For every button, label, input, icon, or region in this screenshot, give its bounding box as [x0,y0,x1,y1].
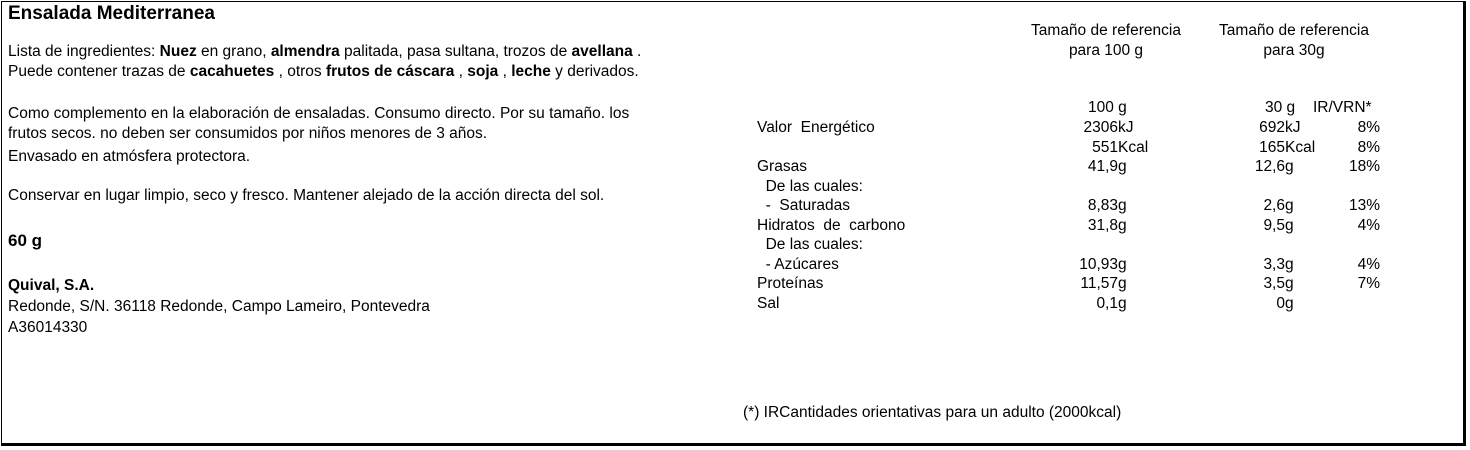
nutrient-label: - Azúcares [757,255,839,273]
storage-text: Conservar en lugar limpio, seco y fresco. Mantener alejado de la acción directa del sol. [8,187,605,204]
column-100g: 100 g [1088,99,1127,116]
allergen-text: avellana [571,43,633,60]
unit-30g: g [1285,158,1294,175]
value-100g: 551 [1092,138,1118,156]
header-30g-line-1: Tamaño de referencia [1219,22,1369,39]
value-100g: 2306 [1083,119,1118,136]
unit-100g: g [1118,294,1127,312]
allergen-text: Nuez [159,43,197,60]
value-100g: 31,8 [1087,216,1118,234]
value-ir: 8% [1357,138,1380,156]
nutrient-label: Valor Energético [757,119,875,136]
header-30g-line-2: para 30g [1263,42,1325,59]
footnote: (*) IRCantidades orientativas para un adulto (2000kcal) [743,404,1122,421]
nutrient-label: Proteínas [757,275,824,292]
value-ir: 18% [1348,158,1380,175]
packaging-text: Envasado en atmósfera protectora. [8,148,251,165]
ingredients-line-1 [8,42,641,62]
value-30g: 9,5 [1263,216,1285,234]
value-30g: 3,3 [1263,255,1285,273]
ingredient-text: . [632,43,642,60]
unit-30g: g [1285,255,1294,273]
unit-30g: g [1285,216,1294,234]
unit-30g: kJ [1285,119,1301,136]
value-ir: 7% [1357,275,1380,292]
unit-100g: g [1118,275,1127,292]
value-30g: 12,6 [1254,158,1285,175]
value-100g: 0,1 [1096,294,1118,312]
value-ir: 4% [1357,216,1380,234]
unit-30g: Kcal [1285,138,1316,156]
ingredient-text: Puede contener trazas de [8,63,190,80]
value-30g: 3,5 [1263,275,1285,292]
nutrient-label: Grasas [757,158,807,175]
nutrient-label: Sal [757,294,780,312]
value-ir: 4% [1357,255,1380,273]
unit-100g: kJ [1118,119,1134,136]
unit-100g: g [1118,216,1127,234]
value-30g: 0 [1276,294,1285,312]
unit-100g: Kcal [1118,138,1149,156]
nutrient-label: De las cuales: [757,177,863,195]
header-100g-line-2: para 100 g [1068,42,1144,59]
unit-100g: g [1118,255,1127,273]
usage-line-2: frutos secos. no deben ser consumidos por niños menores de 3 años. [8,125,488,142]
value-100g: 8,83 [1087,197,1118,214]
unit-100g: g [1118,158,1127,175]
ingredient-text: en grano, [196,43,271,60]
net-weight: 60 g [8,231,43,250]
ingredient-text: Lista de ingredientes: [8,43,160,60]
allergen-text: frutos de cáscara [325,63,455,80]
nutrient-label: Hidratos de carbono [757,216,906,234]
unit-30g: g [1285,275,1294,292]
value-ir: 13% [1348,197,1380,214]
allergen-text: leche [511,63,551,80]
value-30g: 2,6 [1263,197,1285,214]
allergen-text: soja [467,63,499,80]
ingredient-text: y derivados. [550,63,639,80]
column-30g: 30 g [1265,99,1296,116]
ingredient-text: , [498,63,512,80]
company-code: A36014330 [8,319,88,336]
ingredient-text: , otros [274,63,326,80]
value-100g: 41,9 [1087,158,1118,175]
nutrient-label: - Saturadas [757,197,851,214]
allergen-text: almendra [270,43,340,60]
value-30g: 692 [1259,119,1285,136]
value-30g: 165 [1259,138,1285,156]
nutrient-label: De las cuales: [757,236,863,253]
allergen-text: cacahuetes [189,63,275,80]
unit-100g: g [1118,197,1127,214]
company-name: Quival, S.A. [8,277,95,294]
unit-30g: g [1285,294,1294,312]
company-address: Redonde, S/N. 36118 Redonde, Campo Lameiro, Pontevedra [8,298,430,315]
ingredients-line-2 [8,62,639,82]
column-ir: IR/VRN* [1313,99,1372,116]
usage-line-1: Como complemento en la elaboración de ensaladas. Consumo directo. Por su tamaño. los [8,105,630,122]
header-100g-line-1: Tamaño de referencia [1031,22,1181,39]
ingredient-text: palitada, pasa sultana, trozos de [339,43,572,60]
product-title: Ensalada Mediterranea [8,3,215,24]
unit-30g: g [1285,197,1294,214]
value-100g: 11,57 [1080,275,1118,292]
value-100g: 10,93 [1079,255,1118,273]
value-ir: 8% [1357,119,1380,136]
ingredient-text: , [454,63,468,80]
